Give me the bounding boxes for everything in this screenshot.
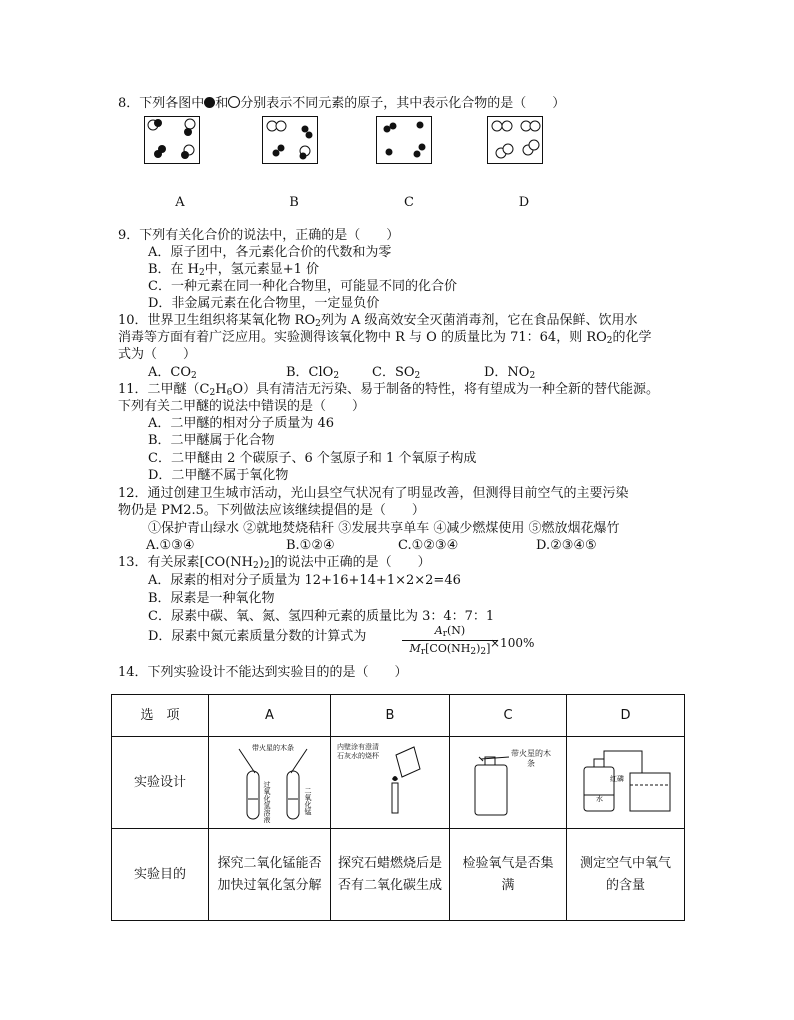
q13-den-post: [CO(NH — [425, 642, 471, 655]
hollow-circle-icon — [228, 96, 240, 108]
q13-den-symbol: M — [409, 642, 421, 655]
experiment-table — [111, 694, 685, 921]
q13-stem-sub: 2 — [253, 561, 259, 571]
q10-line2-post: 的化学 — [612, 330, 652, 345]
fig-a-left-label: 过氧化氢溶液 — [262, 780, 271, 823]
fig-a-top-label: 带火星的木条 — [251, 743, 294, 752]
molecule-diagram-c — [377, 117, 431, 163]
q8-stem-pre: 8．下列各图中 — [118, 96, 205, 111]
q9-option-d: D．非金属元素在化合物里，一定显负价 — [148, 296, 380, 311]
q8-stem-mid: 和 — [215, 96, 229, 111]
q13-den-sub2: 2 — [470, 647, 477, 657]
molecule-diagram-d — [488, 117, 542, 163]
q13-option-a: A．尿素的相对分子质量为 12+16+14+1×2×2=46 — [148, 573, 461, 588]
q11-line1-post: O）具有清洁无污染、易于制备的特性，将有望成为一种全新的替代能源。 — [232, 382, 659, 397]
q8-label-d: D — [518, 195, 530, 210]
purpose-a: 探究二氧化锰能否加快过氧化氢分解 — [209, 829, 331, 921]
q12-line1: 12．通过创建卫生城市活动，光山县空气状况有了明显改善，但测得目前空气的主要污染 — [118, 486, 629, 501]
q10-line3: 式为（ ） — [118, 347, 197, 362]
fig-a-right-label: 二氧化锰 — [303, 786, 312, 815]
q9-b-sub: 2 — [199, 268, 205, 278]
q13-num-post: (N) — [447, 624, 466, 637]
q13-option-d: D．尿素中氮元素质量分数的计算式为 — [148, 629, 367, 644]
q13-stem-sub2: 2 — [263, 561, 270, 571]
candle-beaker-icon — [334, 739, 446, 827]
q10-b-pre: B．ClO — [286, 365, 334, 380]
q13-fraction-bar — [402, 640, 498, 641]
q13-fraction-numerator — [402, 624, 498, 639]
gas-jar-icon — [453, 739, 563, 827]
fig-c-label: 带火星的木条 — [511, 748, 551, 768]
q12-option-b: B.①②④ — [286, 538, 335, 553]
q10-line2-sub: 2 — [606, 336, 613, 346]
q11-line1-sub2: 6 — [226, 388, 233, 398]
header-c: C — [450, 695, 567, 737]
q11-option-d: D．二甲醚不属于氧化物 — [148, 468, 289, 483]
header-b: B — [331, 695, 450, 737]
table-row-design — [112, 737, 685, 829]
test-tubes-icon — [211, 739, 329, 827]
q10-d-pre: D．NO — [484, 365, 530, 380]
q11-line1-pre: 11．二甲醚（C — [118, 382, 210, 397]
q10-a-pre: A．CO — [148, 365, 191, 380]
q13-option-b: B．尿素是一种氧化物 — [148, 591, 275, 606]
q8-stem — [118, 95, 565, 112]
q8-figure-c — [376, 116, 432, 164]
q9-b-pre: B．在 H — [148, 262, 200, 277]
q13-percent: ×100% — [490, 636, 535, 650]
q11-line1-mid: H — [215, 382, 227, 397]
q12-option-d: D.②③④⑤ — [536, 538, 597, 553]
q8-figure-b — [262, 116, 318, 164]
q10-d-sub: 2 — [529, 371, 536, 381]
q12-line2: 物仍是 PM2.5。下列做法应该继续提倡的是（ ） — [118, 503, 425, 518]
q10-line1-post: 列为 A 级高效安全灭菌消毒剂，它在食品保鲜、饮用水 — [320, 313, 638, 328]
purpose-c: 检验氧气是否集满 — [450, 829, 567, 921]
molecule-diagram-a — [145, 117, 199, 163]
figure-d-cell — [567, 737, 685, 829]
figure-c-cell — [450, 737, 567, 829]
q8-label-a: A — [175, 195, 185, 210]
fig-b-label: 内壁涂有澄清石灰水的烧杯 — [337, 742, 379, 760]
q13-num-symbol: A — [434, 624, 443, 637]
q13-den-close: ] — [486, 642, 491, 655]
figure-a-cell — [209, 737, 331, 829]
molecule-diagram-b — [263, 117, 317, 163]
q11-line2: 下列有关二甲醚的说法中错误的是（ ） — [118, 399, 366, 414]
q14-stem: 14．下列实验设计不能达到实验目的的是（ ） — [118, 665, 408, 680]
q11-option-a: A．二甲醚的相对分子质量为 46 — [148, 416, 335, 431]
q11-line1-sub1: 2 — [209, 388, 216, 398]
q11-option-b: B．二甲醚属于化合物 — [148, 433, 275, 448]
fig-d-label-1: 红磷 — [609, 774, 624, 783]
purpose-b: 探究石蜡燃烧后是否有二氧化碳生成 — [331, 829, 450, 921]
q13-stem-end: ]的说法中正确的是（ ） — [269, 555, 431, 570]
q9-option-c: C．一种元素在同一种化合物里，可能显不同的化合价 — [148, 279, 457, 294]
q10-c-sub: 2 — [414, 371, 421, 381]
q10-c-pre: C．SO — [372, 365, 415, 380]
filled-circle-icon — [204, 97, 215, 108]
q13-stem-pre: 13．有关尿素[CO(NH — [118, 555, 254, 570]
table-row-purpose — [112, 829, 685, 921]
q12-option-a: A.①③④ — [146, 538, 195, 553]
q9-option-a: A．原子团中，各元素化合价的代数和为零 — [148, 245, 392, 260]
table-header-row — [112, 695, 685, 737]
q13-option-c: C．尿素中碳、氧、氮、氢四种元素的质量比为 3：4：7：1 — [148, 609, 495, 624]
q8-stem-post: 分别表示不同元素的原子，其中表示化合物的是（ ） — [240, 96, 566, 111]
q12-items: ①保护青山绿水 ②就地焚烧秸秆 ③发展共享单车 ④减少燃煤使用 ⑤燃放烟花爆竹 — [148, 521, 620, 536]
q8-figure-d — [487, 116, 543, 164]
q8-figure-a — [144, 116, 200, 164]
row-label-purpose: 实验目的 — [112, 829, 209, 921]
fig-d-label-2: 水 — [595, 794, 603, 803]
row-label-design: 实验设计 — [112, 737, 209, 829]
q10-line1-pre: 10．世界卫生组织将某氧化物 RO — [118, 313, 316, 328]
q11-option-c: C．二甲醚由 2 个碳原子、6 个氢原子和 1 个氧原子构成 — [148, 451, 477, 466]
q13-stem-post: ) — [258, 555, 264, 570]
q8-label-c: C — [404, 195, 414, 210]
q12-option-c: C.①②③④ — [398, 538, 459, 553]
q10-b-sub: 2 — [333, 371, 340, 381]
header-a: A — [209, 695, 331, 737]
q10-line1-sub: 2 — [315, 319, 321, 329]
header-option: 选 项 — [112, 695, 209, 737]
q9-b-post: 中，氢元素显+1 价 — [204, 262, 320, 277]
q13-den-end: ) — [476, 642, 481, 655]
q10-line2 — [118, 329, 652, 350]
q13-fraction-denominator — [402, 642, 498, 657]
header-d: D — [567, 695, 685, 737]
q10-line2-pre: 消毒等方面有着广泛应用。实验测得该氧化物中 R 与 O 的质量比为 71：64，则 RO — [118, 330, 607, 345]
q9-stem: 9．下列有关化合价的说法中，正确的是（ ） — [118, 228, 400, 243]
q13-den-sub: r — [420, 647, 426, 657]
q13-fraction — [402, 624, 498, 657]
q13-den-sub3: 2 — [480, 647, 487, 657]
purpose-d: 测定空气中氧气的含量 — [567, 829, 685, 921]
q10-a-sub: 2 — [191, 371, 197, 381]
oxygen-measure-apparatus-icon — [570, 739, 682, 827]
q13-num-sub: r — [442, 629, 448, 639]
q8-label-b: B — [289, 195, 299, 210]
figure-b-cell — [331, 737, 450, 829]
